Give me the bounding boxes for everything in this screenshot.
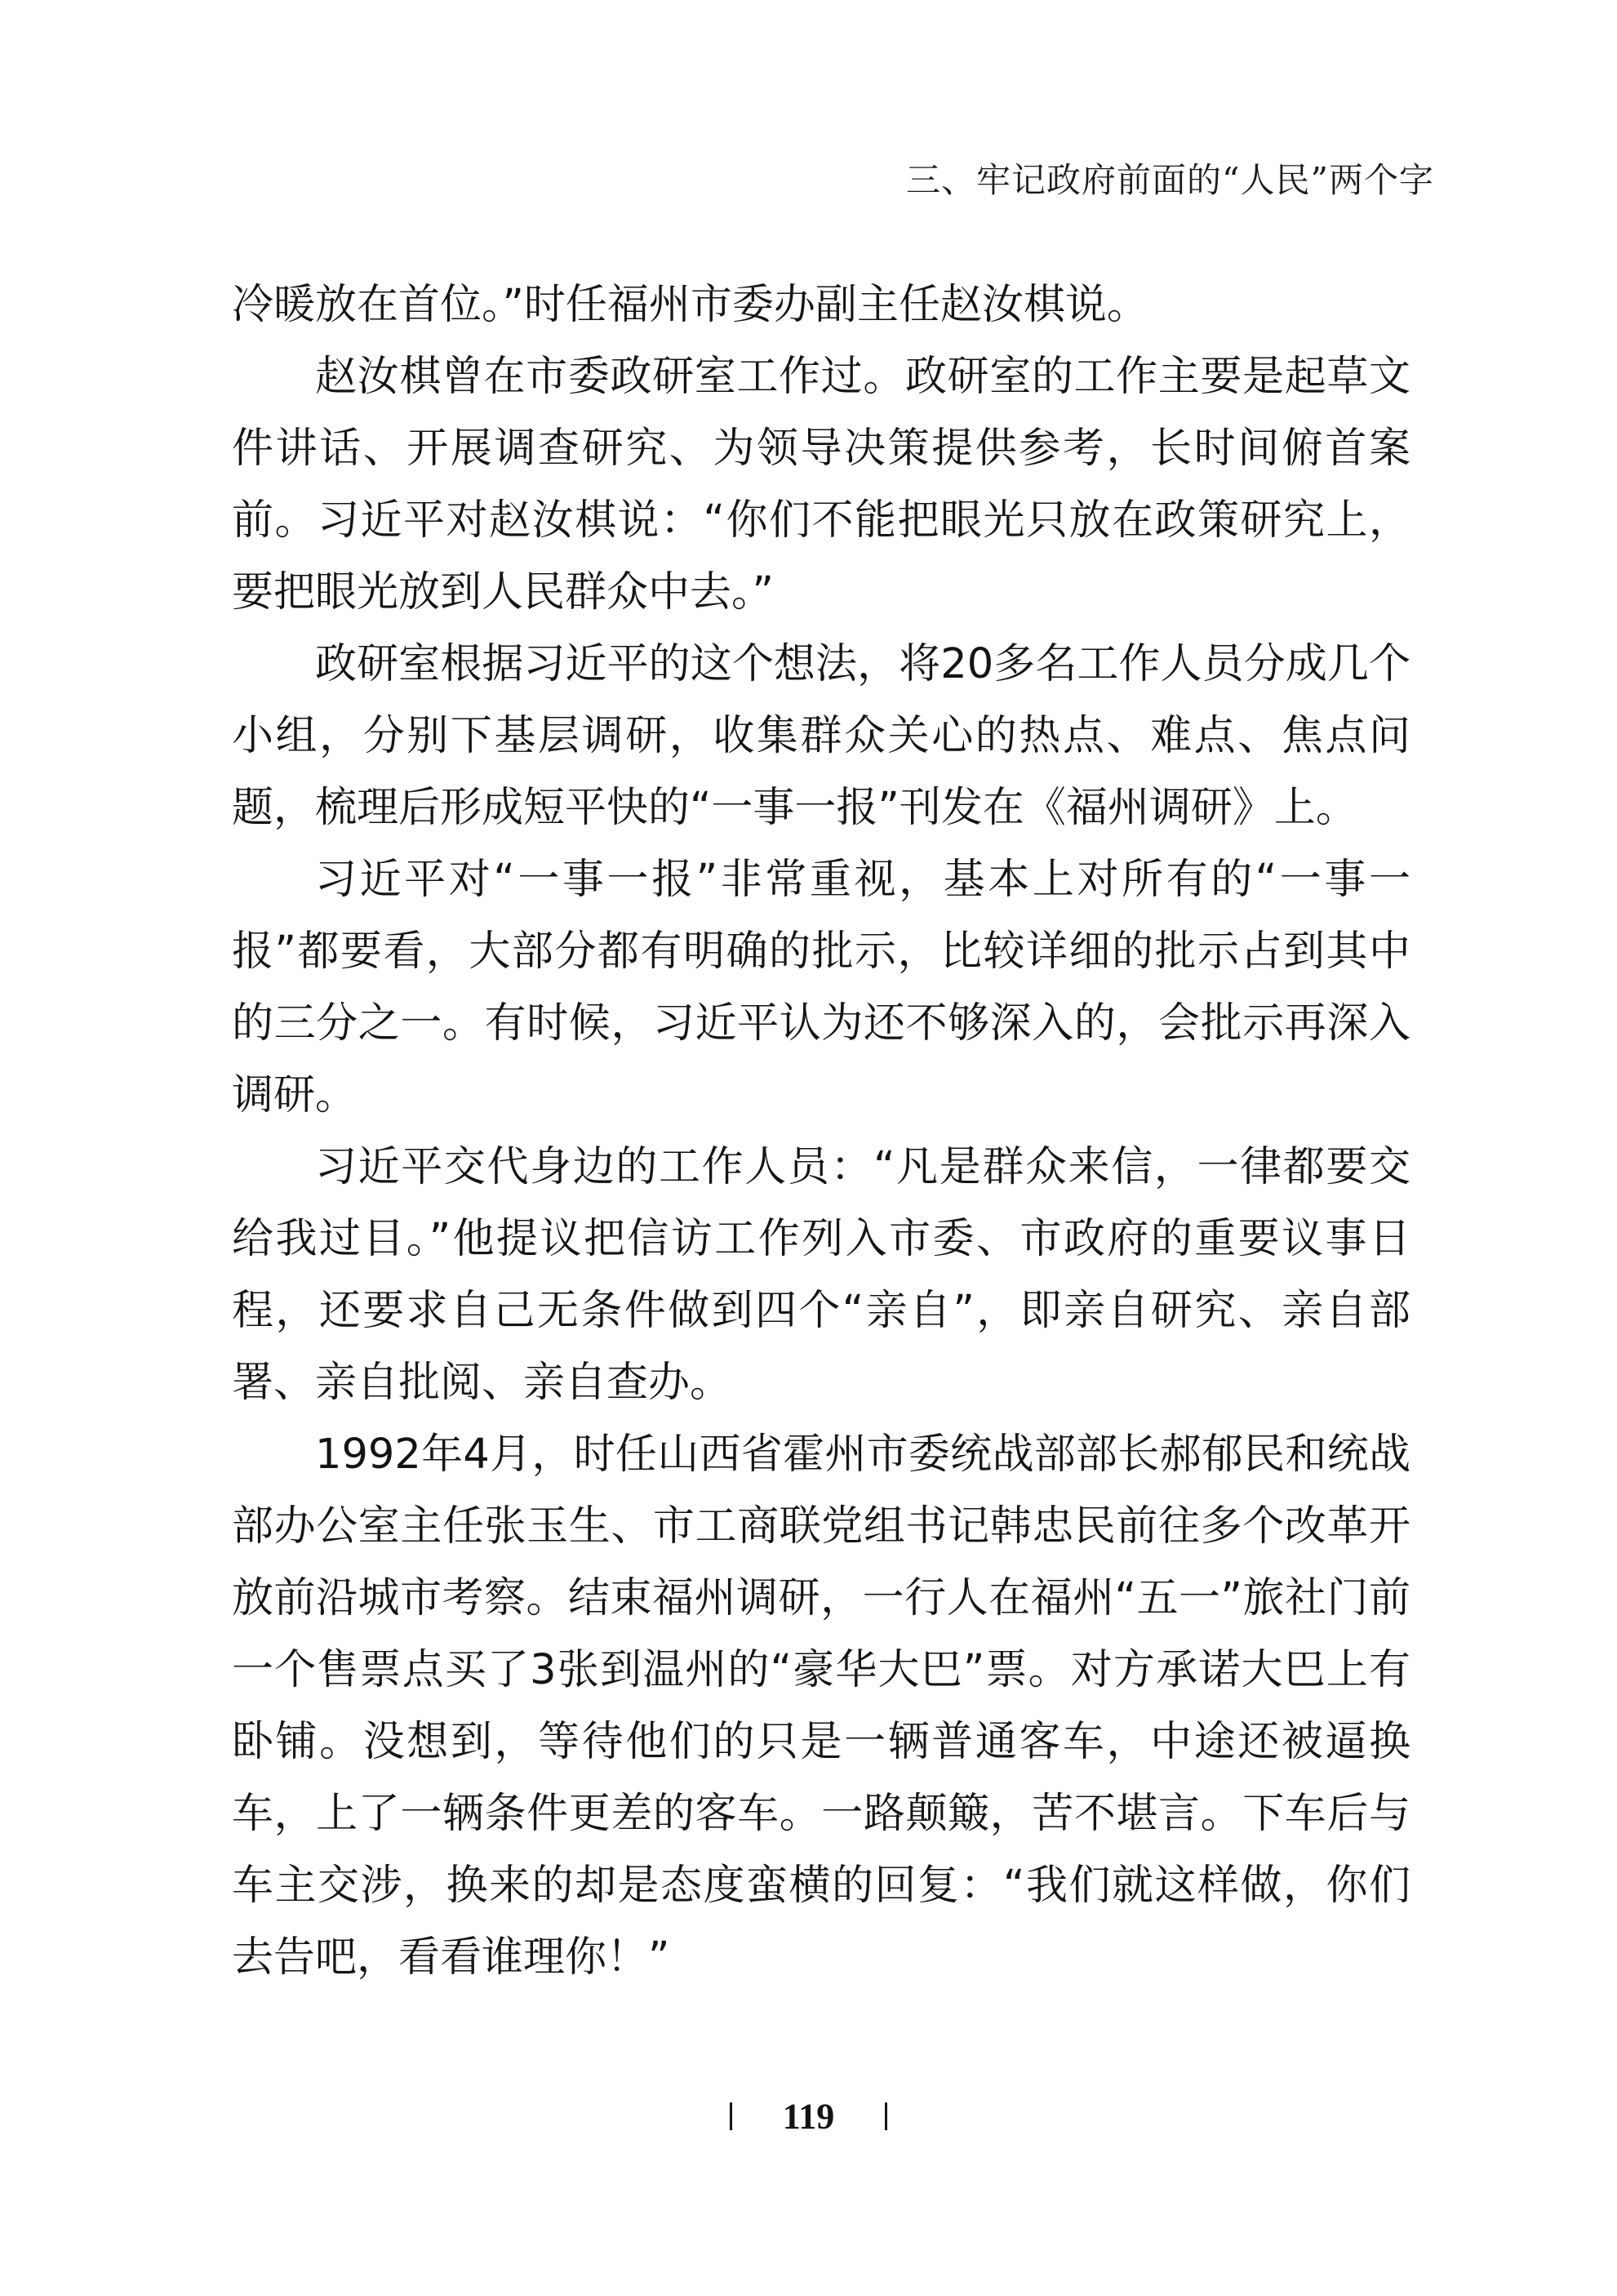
folio-right-rule xyxy=(885,2102,887,2130)
paragraph-3: 政研室根据习近平的这个想法，将20多名工作人员分成几个小组，分别下基层调研，收集群众关心的热点、难点、焦点问题，梳理后形成短平快的“一事一报”刊发在《福州调研》上。 xyxy=(232,640,1410,832)
folio-left-rule xyxy=(730,2102,732,2130)
paragraph-6: 1992年4月，时任山西省霍州市委统战部部长郝郁民和统战部办公室主任张玉生、市工商联党组书记韩忠民前往多个改革开放前沿城市考察。结束福州调研，一行人在福州“五一”旅社门前一个售票点买了3张到温州的“豪华大巴”票。对方承诺大巴上有卧铺。没想到，等待他们的只是一辆普通客车，中途还被逼换车，上了一辆条件更差的客车。一路颠簸，苦不堪言。下车后与车主交涉，换来的却是态度蛮横的回复：“我们就这样做，你们去告吧，看看谁理你！” xyxy=(232,1431,1410,1982)
page-number: 119 xyxy=(782,2096,835,2137)
page-footer xyxy=(0,2092,1617,2137)
paragraph-2: 赵汝棋曾在市委政研室工作过。政研室的工作主要是起草文件讲话、开展调查研究、为领导决策提供参考，长时间俯首案前。习近平对赵汝棋说：“你们不能把眼光只放在政策研究上，要把眼光放到人民群众中去。” xyxy=(232,353,1410,616)
body-text xyxy=(232,269,1410,1994)
running-header: 三、牢记政府前面的“人民”两个字 xyxy=(906,160,1434,200)
paragraph-1: 冷暖放在首位。”时任福州市委办副主任赵汝棋说。 xyxy=(232,281,1148,329)
paragraph-5: 习近平交代身边的工作人员：“凡是群众来信，一律都要交给我过目。”他提议把信访工作列入市委、市政府的重要议事日程，还要求自己无条件做到四个“亲自”，即亲自研究、亲自部署、亲自批阅、亲自查办。 xyxy=(232,1143,1410,1407)
paragraph-4: 习近平对“一事一报”非常重视，基本上对所有的“一事一报”都要看，大部分都有明确的批示，比较详细的批示占到其中的三分之一。有时候，习近平认为还不够深入的，会批示再深入调研。 xyxy=(232,856,1410,1119)
